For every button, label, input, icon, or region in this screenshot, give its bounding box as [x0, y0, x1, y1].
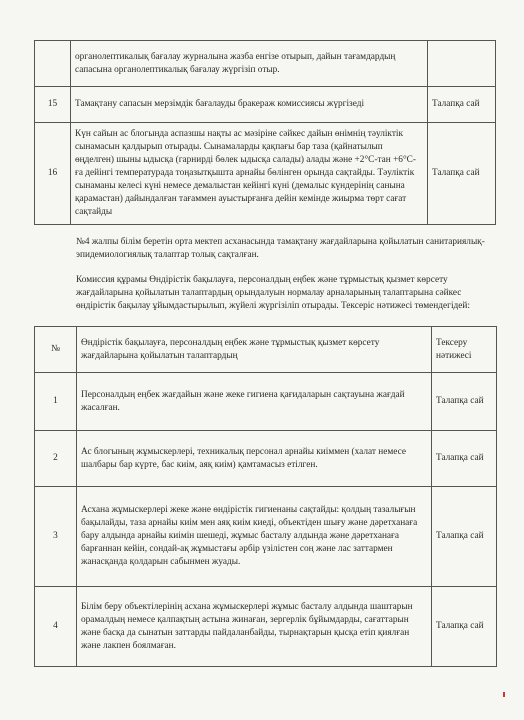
row-number: 2: [35, 431, 77, 487]
table-row: [35, 487, 497, 587]
header-result: Тексеру нәтижесі: [432, 327, 497, 373]
row-status: Талапқа сай: [432, 587, 497, 667]
row-status: Талапқа сай: [428, 123, 496, 225]
table-row: [35, 431, 497, 487]
row-requirement-text: Персоналдың еңбек жағдайын және жеке гигиена қағидаларын сақтауына жағдай жасалған.: [77, 373, 432, 431]
row-number: 15: [35, 87, 71, 123]
row-status: Талапқа сай: [428, 87, 496, 123]
row-requirement-text: Ас блогының жұмыскерлері, техникалық персонал арнайы киіммен (халат немесе шалбары бар күрте, бас киім, аяқ киім) қамтамасыз етілген.: [77, 431, 432, 487]
header-number: №: [35, 327, 77, 373]
commission-paragraph: Комиссия құрамы Өндірістік бақылауға, персоналдың еңбек және тұрмыстық қызмет көрсету жағдайларына қойылатын талаптардың орындалуын нормалау арналарының талаптарына сәйкес өндірістік бақылау ұйымдастырылып, жүйелі жүргізіліп отырады. Тексеріс нәтижесі төмендегідей:: [76, 275, 470, 311]
table-row: [35, 587, 497, 667]
header-requirement: Өндірістік бақылауға, персоналдың еңбек және тұрмыстық қызмет көрсету жағдайларына қойылатын талаптардың: [77, 327, 432, 373]
row-number: 3: [35, 487, 77, 587]
table-row: [35, 41, 496, 87]
row-status: Талапқа сай: [432, 431, 497, 487]
table-row: [35, 373, 497, 431]
table-header-row: [35, 327, 497, 373]
row-status: Талапқа сай: [432, 373, 497, 431]
row-requirement-text: Асхана жұмыскерлері жеке және өндірістік гигиенаны сақтайды: қолдың тазалығын бақылайды, таза арнайы киім мен аяқ киім киеді, объектіден шығу және дәретханаға бару алдында арнайы киімін шешеді, жұмыс басталу алдында және дәретханаға барғаннан кейін, сондай-ақ жұмыстағы әрбір үзілістен соң және лас заттармен жанасқанда қолдарын сабынмен жуады.: [77, 487, 432, 587]
compliance-paragraph: №4 жалпы білім беретін орта мектеп асханасында тамақтану жағдайларына қойылатын санитариялық-эпидемиологиялық талаптар толық сақталған.: [76, 237, 485, 260]
row-requirement-text: Тамақтану сапасын мерзімдік бағалауды бракераж комиссиясы жүргізеді: [71, 87, 428, 123]
row-number: 4: [35, 587, 77, 667]
row-number: 1: [35, 373, 77, 431]
row-requirement-text: органолептикалық бағалау журналына жазба енгізе отырып, дайын тағамдардың сапасына органолептикалық бағалау жүргізіп отыр.: [71, 41, 428, 87]
margin-mark: [503, 692, 505, 697]
row-status: Талапқа сай: [432, 487, 497, 587]
table-row: [35, 87, 496, 123]
row-requirement-text: Күн сайын ас блогында аспазшы нақты ас мәзіріне сәйкес дайын өнімнің тәуліктік сынамасын қалдырып отырады. Сынамаларды қақпағы бар таза (қайнатылып өңделген) шыны ыдысқа (гарнирді бөлек ыдысқа салады) алады және +2°С-тан +6°С-ға дейінгі температурада тоңазытқышта арнайы бөлінген орында сақтайды. Тәуліктік сынаманы келесі күні немесе демалыстан кейінгі күні (демалыс күндерінің санына қарамастан) дайындалған тағаммен ауыстырғанға дейін кемінде жиырма төрт сағат сақтайды: [71, 123, 428, 225]
row-number: 16: [35, 123, 71, 225]
row-status: [428, 41, 496, 87]
table-row: [35, 123, 496, 225]
production-control-table: [34, 326, 497, 667]
requirements-table-continued: [34, 40, 496, 225]
row-number: [35, 41, 71, 87]
row-requirement-text: Білім беру объектілерінің асхана жұмыскерлері жұмыс басталу алдында шаштарын орамалдың немесе қалпақтың астына жинаған, зергерлік бұйымдарды, сағаттарын және басқа да сынатын заттарды пайдаланбайды, тырнақтарын қысқа етіп қиялған және лакпен боялмаған.: [77, 587, 432, 667]
